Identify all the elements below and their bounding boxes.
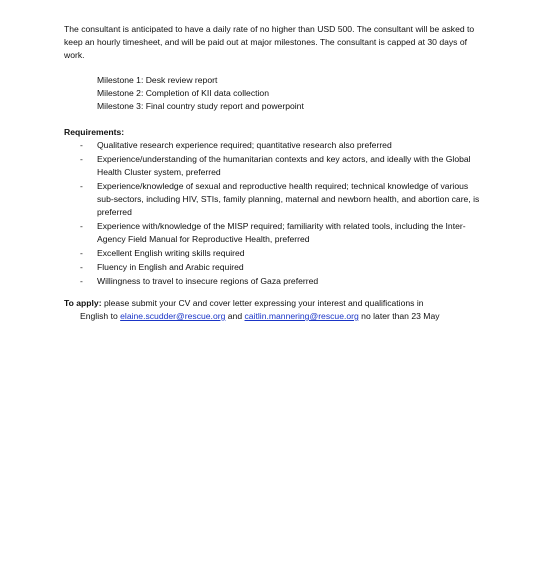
apply-text: please submit your CV and cover letter expressing your interest and qualifications in	[101, 298, 424, 308]
email-link-caitlin[interactable]: caitlin.mannering@rescue.org	[244, 311, 359, 321]
requirement-text: Experience/knowledge of sexual and reproductive health required; technical knowledge of various sub-sectors, including HIV, STIs, family planning, maternal and newborn health, and abortion care, is preferred	[97, 181, 480, 217]
apply-text: English to	[80, 311, 121, 321]
apply-connector: and	[225, 311, 245, 321]
apply-label: To apply:	[64, 298, 102, 308]
requirement-text: Experience with/knowledge of the MISP required; familiarity with related tools, including the Inter-Agency Field Manual for Reproductive Health, preferred	[97, 221, 466, 244]
requirement-text: Qualitative research experience required; quantitative research also preferred	[97, 140, 392, 150]
bullet-dash: -	[80, 248, 83, 258]
milestones-list	[97, 74, 304, 113]
bullet-dash: -	[80, 181, 83, 191]
apply-deadline: no later than 23 May	[358, 311, 440, 321]
bullet-dash: -	[80, 262, 83, 272]
requirement-item	[64, 139, 484, 152]
requirement-item	[64, 261, 484, 274]
bullet-dash: -	[80, 276, 83, 286]
bullet-dash: -	[80, 221, 83, 231]
intro-paragraph: The consultant is anticipated to have a daily rate of no higher than USD 500. The consultant will be asked to keep an hourly timesheet, and will be paid out at major milestones. The consultant is capped at 30 days of work.	[64, 24, 475, 60]
email-link-elaine[interactable]: elaine.scudder@rescue.org	[120, 311, 226, 321]
requirements-heading: Requirements:	[64, 127, 125, 137]
requirement-item	[64, 180, 484, 219]
milestone-item: Milestone 1: Desk review report	[97, 75, 218, 85]
milestone-item: Milestone 3: Final country study report and powerpoint	[97, 101, 304, 111]
requirement-item	[64, 220, 484, 246]
requirement-item	[64, 247, 484, 260]
requirement-text: Willingness to travel to insecure regions of Gaza preferred	[97, 276, 319, 286]
apply-paragraph	[64, 297, 484, 323]
requirement-item	[64, 153, 484, 179]
requirement-text: Fluency in English and Arabic required	[97, 262, 244, 272]
requirements-list	[64, 139, 484, 289]
requirement-text: Experience/understanding of the humanitarian contexts and key actors, and ideally with the Global Health Cluster system, preferred	[97, 154, 471, 177]
bullet-dash: -	[80, 154, 83, 164]
requirement-item	[64, 275, 484, 288]
requirement-text: Excellent English writing skills required	[97, 248, 245, 258]
milestone-item: Milestone 2: Completion of KII data collection	[97, 88, 269, 98]
bullet-dash: -	[80, 140, 83, 150]
apply-line-2	[64, 310, 484, 323]
